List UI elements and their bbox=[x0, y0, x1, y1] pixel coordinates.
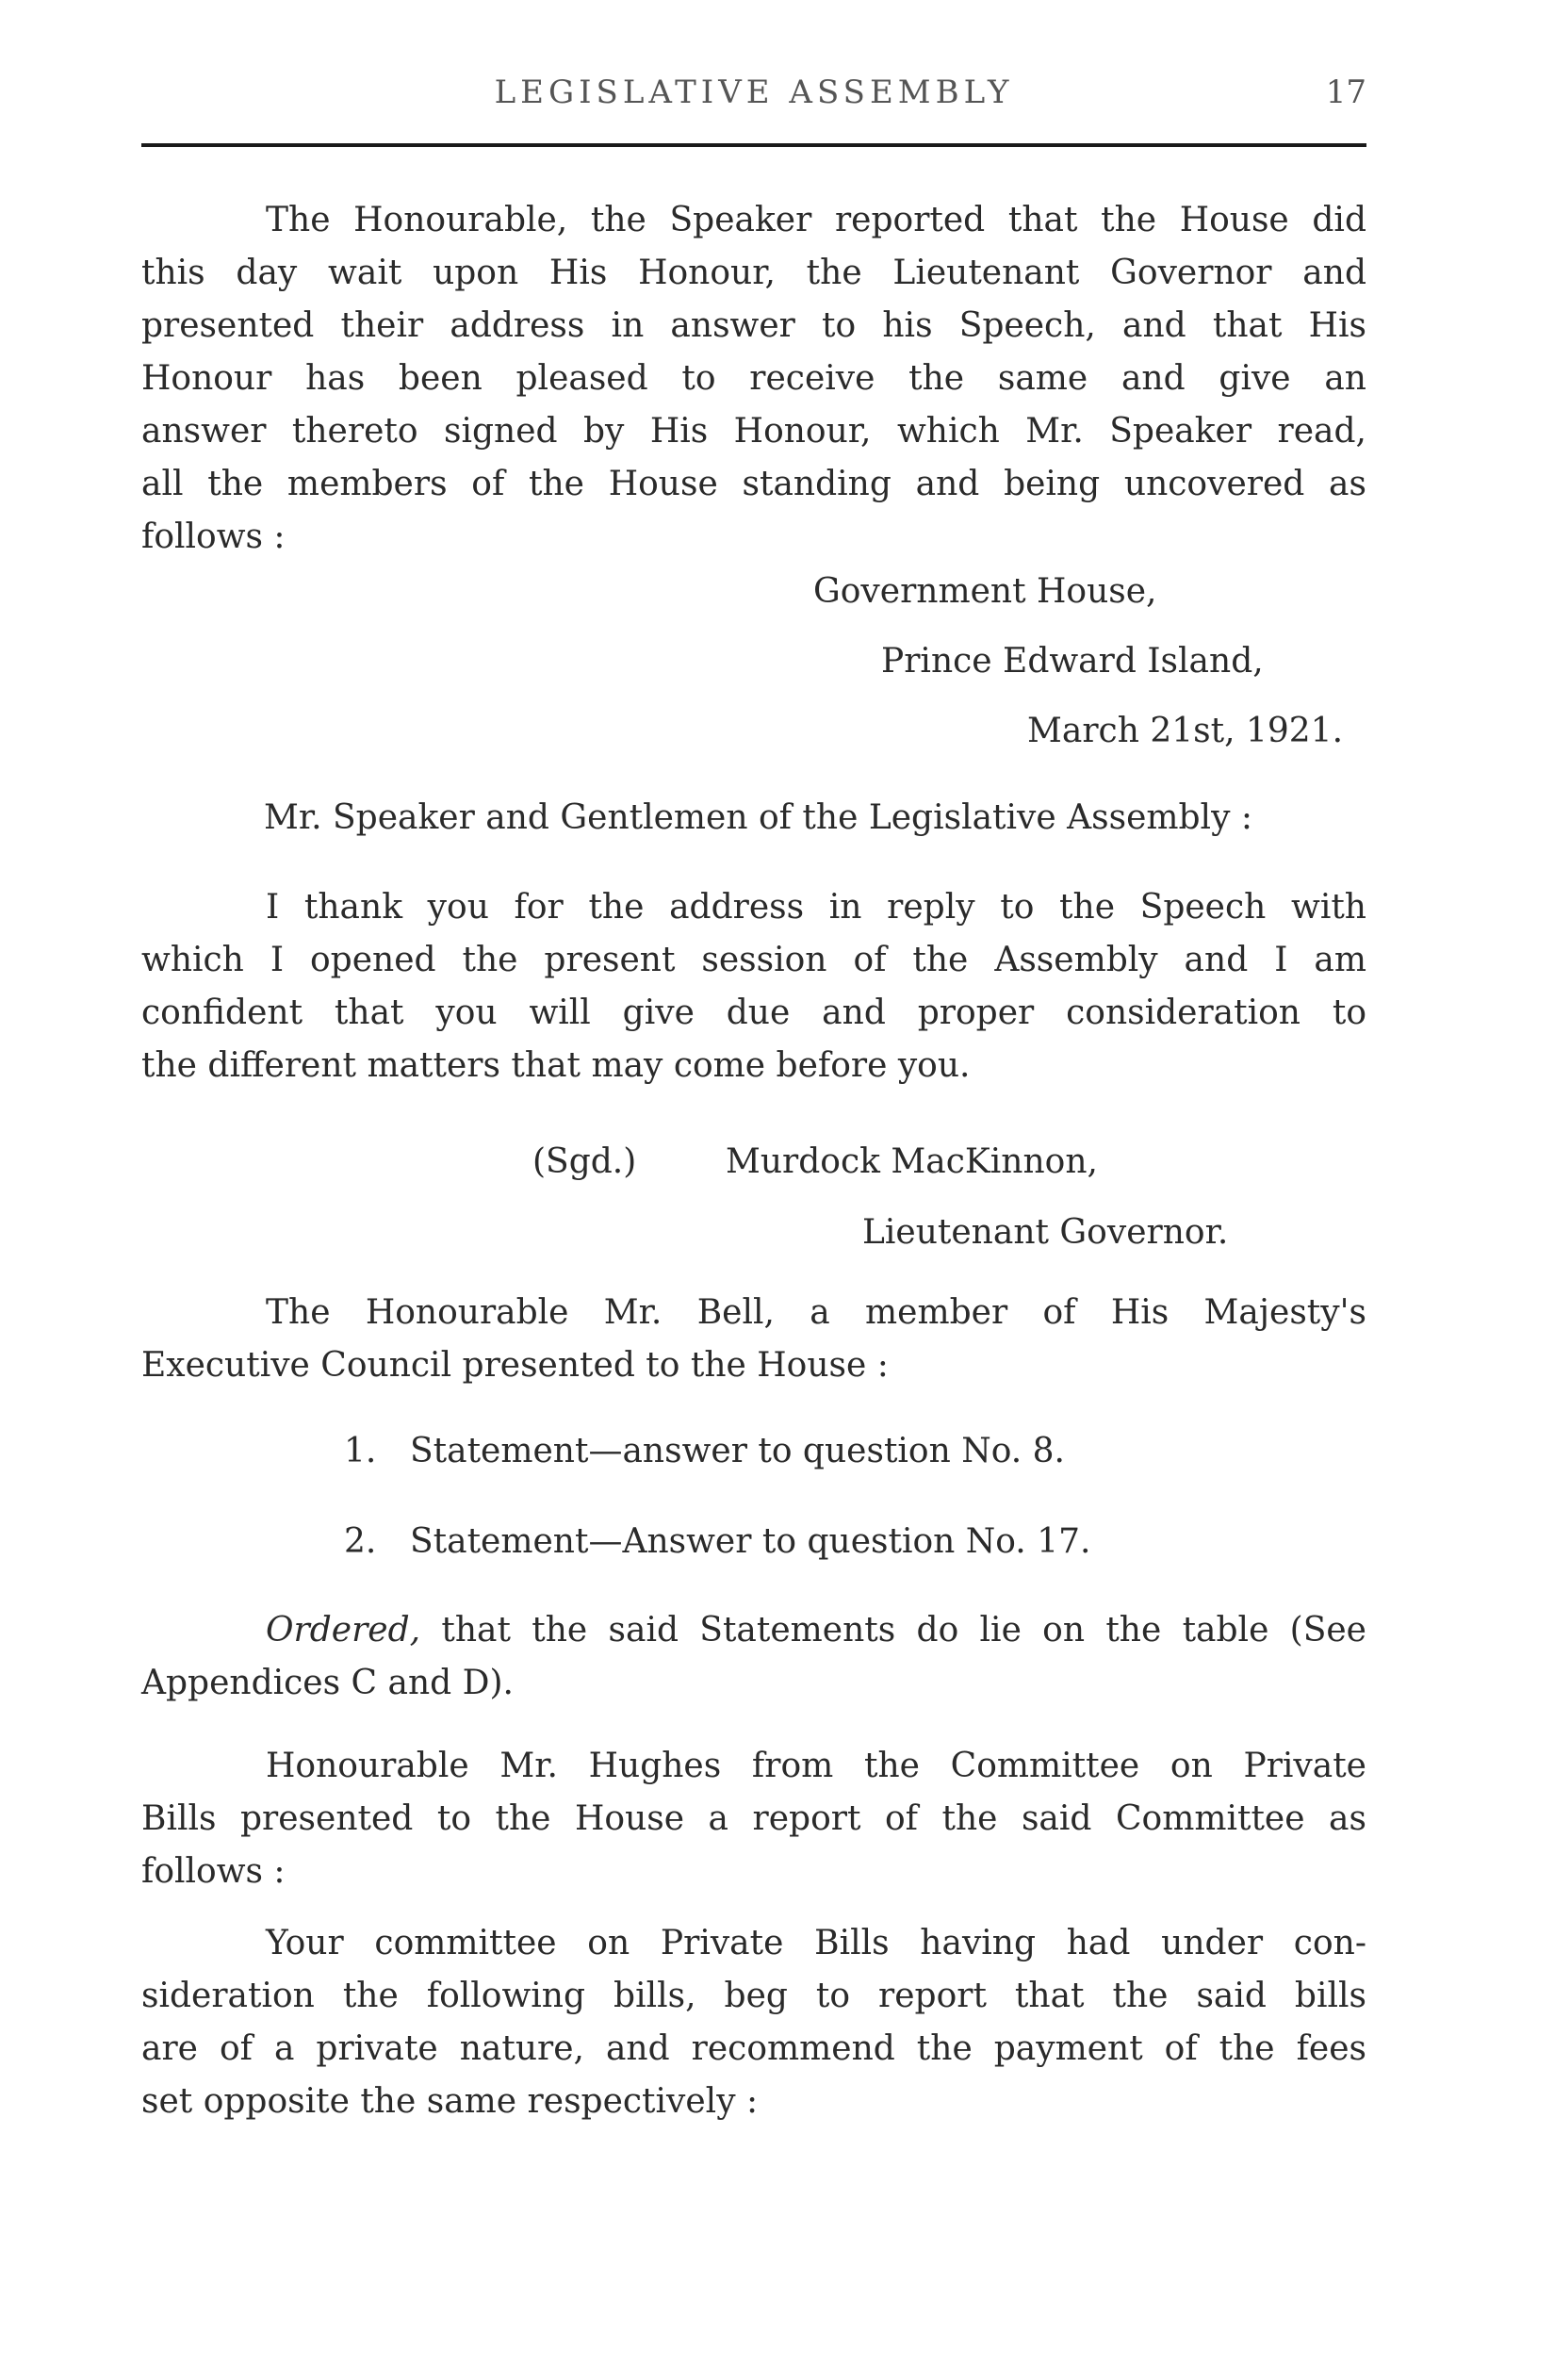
paragraph-line: Appendices C and D). bbox=[141, 1664, 514, 1702]
signer-name: Murdock MacKinnon, bbox=[726, 1142, 1098, 1181]
ordered-paragraph bbox=[141, 1604, 1366, 1710]
paragraph-line: set opposite the same respectively : bbox=[141, 2082, 759, 2121]
list-item bbox=[344, 1516, 1090, 1568]
speaker-report-paragraph bbox=[141, 194, 1366, 564]
report-paragraph bbox=[141, 1917, 1366, 2128]
list-text: Statement—answer to question No. 8. bbox=[410, 1432, 1066, 1470]
paragraph-line: Executive Council presented to the House : bbox=[141, 1346, 889, 1385]
paragraph-line bbox=[141, 1604, 1366, 1657]
letter-salutation: Mr. Speaker and Gentlemen of the Legislative Assembly : bbox=[264, 798, 1252, 837]
paragraph-line: follows : bbox=[141, 517, 286, 556]
paragraph-line: all the members of the House standing and being uncovered as bbox=[141, 465, 1366, 503]
ordered-rest: that the said Statements do lie on the table (See bbox=[420, 1611, 1366, 1650]
ordered-word: Ordered, bbox=[266, 1611, 421, 1650]
paragraph-line: answer thereto signed by His Honour, which Mr. Speaker read, bbox=[141, 412, 1366, 451]
paragraph-line: confident that you will give due and proper consideration to bbox=[141, 993, 1366, 1032]
paragraph-line: presented their address in answer to his Speech, and that His bbox=[141, 306, 1366, 345]
signer-title: Lieutenant Governor. bbox=[862, 1213, 1229, 1252]
letter-body bbox=[141, 881, 1366, 1092]
paragraph-line: Bills presented to the House a report of the said Committee as bbox=[141, 1799, 1366, 1838]
page-header bbox=[141, 66, 1366, 123]
list-number: 2. bbox=[344, 1522, 377, 1561]
paragraph-line: Honour has been pleased to receive the same and give an bbox=[141, 359, 1366, 398]
paragraph-line: the different matters that may come before you. bbox=[141, 1046, 971, 1085]
paragraph-line: follows : bbox=[141, 1852, 286, 1891]
paragraph-line: this day wait upon His Honour, the Lieutenant Governor and bbox=[141, 254, 1366, 292]
list-item bbox=[344, 1425, 1065, 1478]
council-paragraph bbox=[141, 1287, 1366, 1392]
list-number: 1. bbox=[344, 1432, 377, 1470]
header-rule bbox=[141, 143, 1366, 147]
paragraph-line: Honourable Mr. Hughes from the Committee on Private bbox=[266, 1747, 1366, 1785]
letter-address-line: Prince Edward Island, bbox=[881, 642, 1264, 681]
paragraph-line: I thank you for the address in reply to the Speech with bbox=[266, 888, 1366, 927]
paragraph-line: Your committee on Private Bills having had under con- bbox=[266, 1924, 1366, 1962]
paragraph-line: The Honourable, the Speaker reported that the House did bbox=[266, 201, 1366, 239]
signed-prefix: (Sgd.) bbox=[532, 1142, 637, 1181]
paragraph-line: The Honourable Mr. Bell, a member of His Majesty's bbox=[266, 1293, 1366, 1332]
letter-address-line: Government House, bbox=[813, 572, 1157, 611]
paragraph-line: sideration the following bills, beg to report that the said bills bbox=[141, 1977, 1366, 2015]
page-number: 17 bbox=[1325, 74, 1366, 111]
committee-paragraph bbox=[141, 1740, 1366, 1898]
paragraph-line: are of a private nature, and recommend the payment of the fees bbox=[141, 2029, 1366, 2068]
list-text: Statement—Answer to question No. 17. bbox=[410, 1522, 1091, 1561]
running-title: LEGISLATIVE ASSEMBLY bbox=[494, 74, 1014, 111]
paragraph-line: which I opened the present session of the Assembly and I am bbox=[141, 941, 1366, 979]
letter-date: March 21st, 1921. bbox=[1027, 712, 1344, 750]
